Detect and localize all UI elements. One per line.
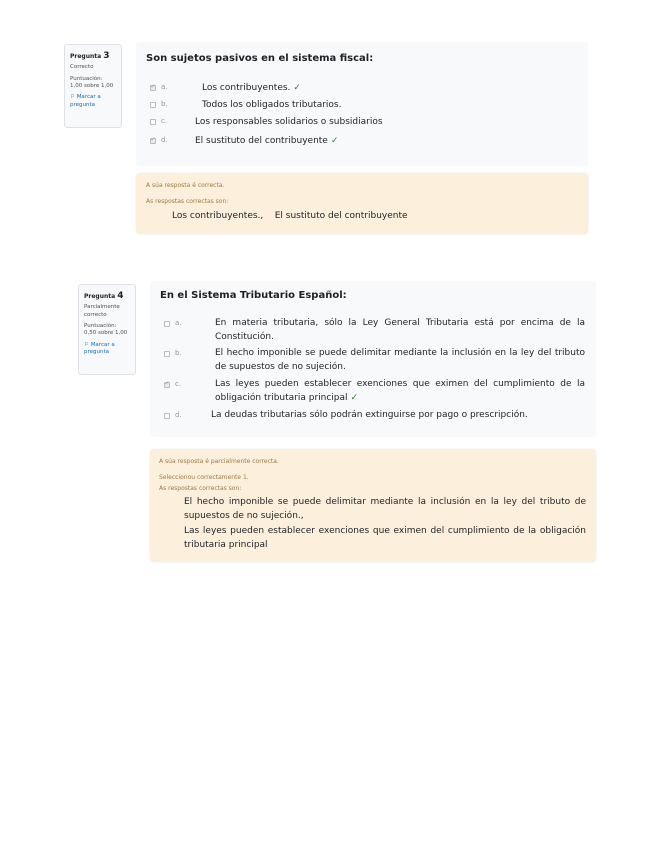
correct-answers-label: As respostas correctas son: — [159, 485, 242, 492]
correct-answers: Los contribuyentes., El sustituto del contribuyente — [172, 211, 408, 221]
answer-text: La deudas tributarias sólo podrán extinguirse por pago o prescripción. — [211, 410, 528, 420]
question-grade: Puntuación: 0,50 sobre 1,00 — [84, 322, 128, 337]
correct-check-icon: ✓ — [330, 136, 339, 146]
correct-check-icon: ✓ — [293, 83, 301, 93]
question-state: Parcialmente correcto — [84, 304, 120, 318]
correct-answers-label: As respostas correctas son: — [146, 198, 229, 205]
answer-checkbox[interactable] — [164, 413, 170, 419]
answer-checkbox[interactable] — [150, 102, 156, 108]
answer-option-a[interactable] — [164, 317, 586, 347]
answer-checkbox[interactable] — [164, 382, 170, 388]
flag-icon: ⚐ — [84, 341, 89, 348]
answer-option-a[interactable] — [150, 82, 570, 96]
question-grade: Puntuación: 1,00 sobre 1,00 — [70, 75, 114, 89]
answer-text: En materia tributaria, sólo la Ley General Tributaria está por encima de la Constitución. — [215, 318, 585, 342]
flag-icon: ⚐ — [70, 94, 75, 101]
answer-text: Las leyes pueden establecer exenciones que eximen del cumplimiento de la obligación tributaria principal ✓ — [215, 379, 585, 403]
answer-checkbox[interactable] — [150, 119, 156, 125]
answer-letter: c. — [175, 380, 182, 388]
feedback-status: A súa resposta é correcta. — [146, 182, 225, 189]
answer-option-b[interactable] — [150, 99, 570, 113]
answer-letter: d. — [161, 136, 168, 144]
answer-letter: a. — [161, 83, 168, 91]
flag-question-link[interactable]: ⚐ Marcar a pregunta — [70, 94, 101, 108]
answer-letter: b. — [175, 349, 182, 357]
question-state: Correcto — [70, 64, 94, 71]
answer-checkbox[interactable] — [164, 351, 170, 357]
answer-option-d[interactable] — [164, 409, 586, 423]
feedback-status: A súa resposta é parcialmente correcta. — [159, 458, 279, 465]
answer-option-c[interactable] — [150, 116, 570, 130]
answer-text: Los contribuyentes. ✓ — [202, 83, 301, 93]
question-3-info — [64, 44, 122, 128]
flag-question-link[interactable]: ⚐ Marcar a pregunta — [84, 341, 115, 356]
answer-checkbox[interactable] — [150, 138, 156, 144]
correct-check-icon: ✓ — [350, 392, 359, 403]
answer-option-b[interactable] — [164, 347, 586, 377]
question-4-info — [78, 284, 136, 375]
question-number: Pregunta 4 — [84, 291, 124, 301]
question-4-text: En el Sistema Tributario Español: — [160, 290, 347, 301]
answer-letter: c. — [161, 117, 168, 125]
answer-text: Todos los obligados tributarios. — [202, 100, 342, 110]
correct-answer-2: Las leyes pueden establecer exenciones que eximen del cumplimiento de la obligación tributaria principal — [184, 526, 586, 551]
feedback-selected-count: Seleccionou correctamente 1. — [159, 474, 249, 481]
answer-text: El hecho imponible se puede delimitar mediante la inclusión en la ley del tributo de supuestos de no sujeción. — [215, 348, 585, 372]
answer-letter: b. — [161, 100, 168, 108]
question-number: Pregunta 3 — [70, 51, 110, 61]
answer-checkbox[interactable] — [150, 85, 156, 91]
question-3-text: Son sujetos pasivos en el sistema fiscal: — [146, 53, 374, 64]
answer-text: El sustituto del contribuyente ✓ — [195, 136, 339, 146]
answer-letter: a. — [175, 319, 182, 327]
answer-option-c[interactable] — [164, 378, 586, 408]
answer-text: Los responsables solidarios o subsidiarios — [195, 117, 383, 127]
answer-option-d[interactable] — [150, 135, 570, 149]
correct-answer-1: El hecho imponible se puede delimitar mediante la inclusión en la ley del tributo de supuestos de no sujeción., — [184, 497, 586, 522]
answer-letter: d. — [175, 411, 182, 419]
answer-checkbox[interactable] — [164, 321, 170, 327]
